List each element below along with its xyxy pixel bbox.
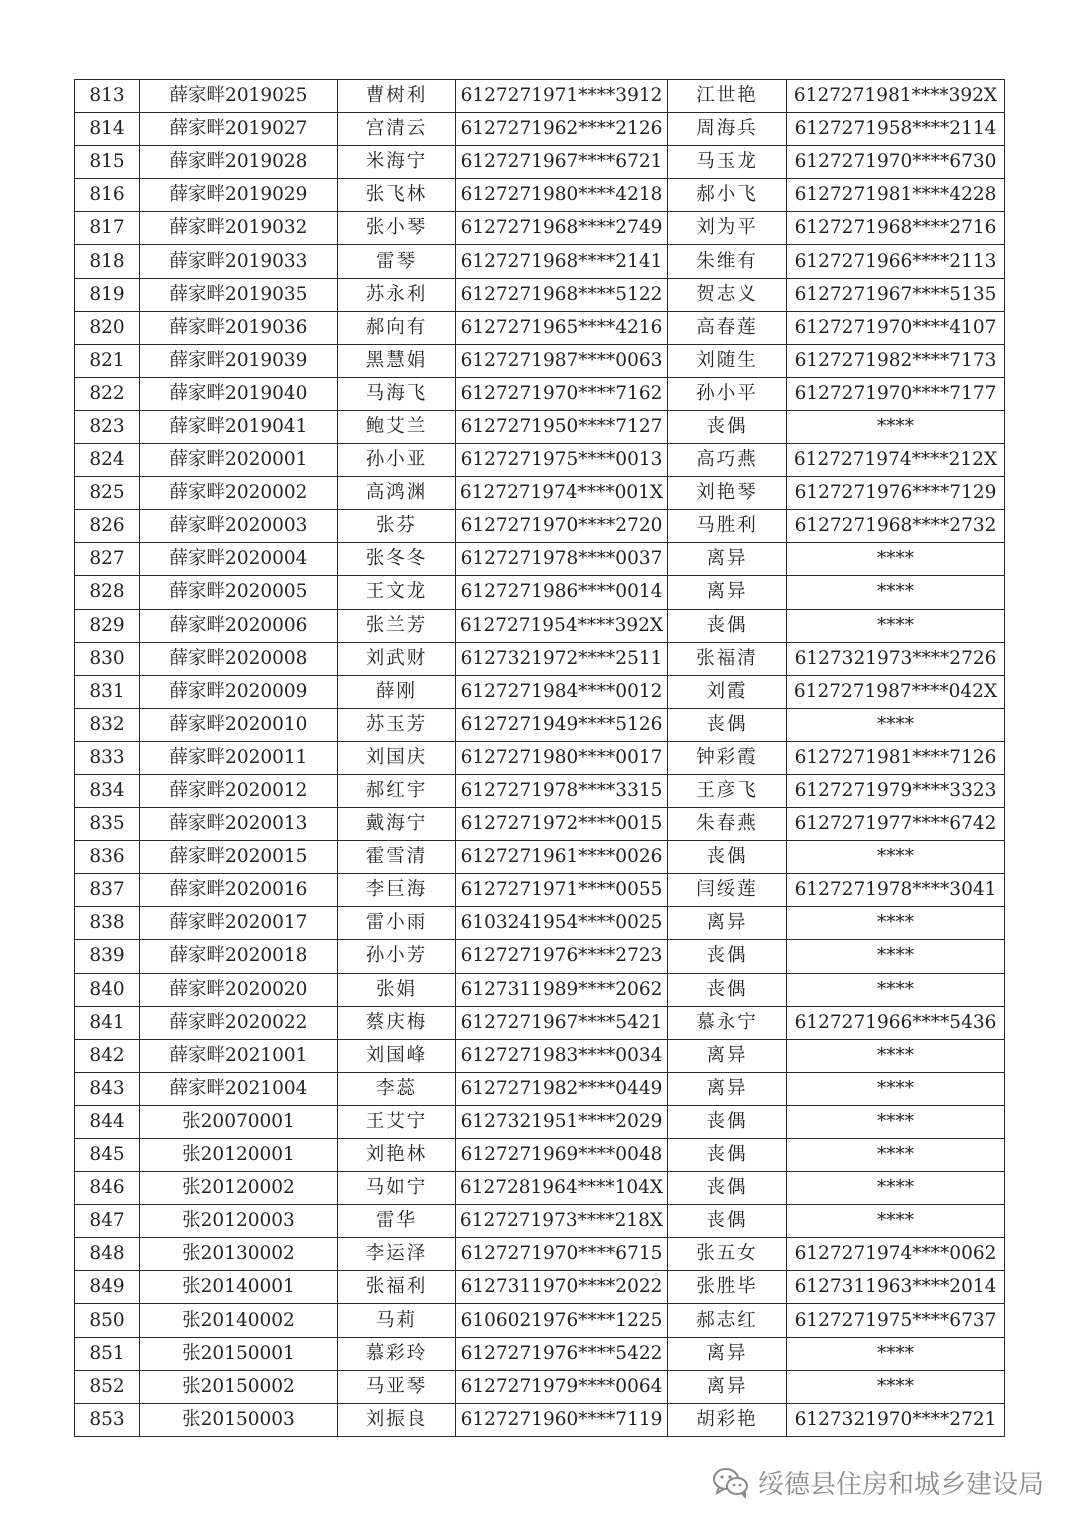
spouse-id-cell: ****: [787, 841, 1005, 874]
household-code-cell: 薛家畔2021004: [140, 1072, 338, 1105]
household-code-cell: 张20150003: [140, 1403, 338, 1436]
applicant-name-cell: 张飞林: [338, 179, 456, 212]
row-number-cell: 816: [75, 179, 140, 212]
applicant-id-cell: 6127271978****0037: [456, 543, 668, 576]
table-row: [75, 1370, 1005, 1403]
table-row: [75, 1337, 1005, 1370]
spouse-id-cell: ****: [787, 973, 1005, 1006]
spouse-name-cell: 离异: [668, 543, 787, 576]
spouse-id-cell: ****: [787, 576, 1005, 609]
table-row: [75, 410, 1005, 443]
spouse-id-cell: 6127271970****4107: [787, 311, 1005, 344]
row-number-cell: 833: [75, 741, 140, 774]
spouse-id-cell: 6127271981****392X: [787, 80, 1005, 113]
spouse-name-cell: 胡彩艳: [668, 1403, 787, 1436]
table-row: [75, 278, 1005, 311]
row-number-cell: 846: [75, 1172, 140, 1205]
applicant-id-cell: 6127271980****4218: [456, 179, 668, 212]
applicant-name-cell: 王艾宁: [338, 1105, 456, 1138]
household-code-cell: 薛家畔2020010: [140, 708, 338, 741]
applicant-name-cell: 刘武财: [338, 642, 456, 675]
row-number-cell: 817: [75, 212, 140, 245]
row-number-cell: 820: [75, 311, 140, 344]
applicant-name-cell: 米海宁: [338, 146, 456, 179]
row-number-cell: 850: [75, 1304, 140, 1337]
applicant-name-cell: 张娟: [338, 973, 456, 1006]
table-row: [75, 1105, 1005, 1138]
applicant-name-cell: 马如宁: [338, 1172, 456, 1205]
spouse-name-cell: 张胜毕: [668, 1271, 787, 1304]
applicant-name-cell: 郝向有: [338, 311, 456, 344]
applicant-name-cell: 曹树利: [338, 80, 456, 113]
spouse-name-cell: 丧偶: [668, 609, 787, 642]
row-number-cell: 822: [75, 377, 140, 410]
row-number-cell: 819: [75, 278, 140, 311]
row-number-cell: 831: [75, 675, 140, 708]
spouse-id-cell: ****: [787, 543, 1005, 576]
applicant-name-cell: 薛刚: [338, 675, 456, 708]
row-number-cell: 828: [75, 576, 140, 609]
household-code-cell: 薛家畔2020001: [140, 444, 338, 477]
spouse-name-cell: 丧偶: [668, 940, 787, 973]
row-number-cell: 849: [75, 1271, 140, 1304]
spouse-id-cell: ****: [787, 1039, 1005, 1072]
spouse-name-cell: 张福清: [668, 642, 787, 675]
household-code-cell: 薛家畔2020020: [140, 973, 338, 1006]
table-row: [75, 1271, 1005, 1304]
table-row: [75, 543, 1005, 576]
row-number-cell: 848: [75, 1238, 140, 1271]
applicant-id-cell: 6127271962****2126: [456, 113, 668, 146]
spouse-name-cell: 离异: [668, 907, 787, 940]
household-code-cell: 薛家畔2020002: [140, 477, 338, 510]
spouse-id-cell: ****: [787, 1205, 1005, 1238]
spouse-name-cell: 贺志义: [668, 278, 787, 311]
applicant-id-cell: 6127271961****0026: [456, 841, 668, 874]
household-code-cell: 薛家畔2020006: [140, 609, 338, 642]
table-row: [75, 1172, 1005, 1205]
spouse-name-cell: 丧偶: [668, 1139, 787, 1172]
spouse-name-cell: 周海兵: [668, 113, 787, 146]
household-code-cell: 薛家畔2019032: [140, 212, 338, 245]
table-row: [75, 1238, 1005, 1271]
applicant-name-cell: 张冬冬: [338, 543, 456, 576]
applicant-name-cell: 刘国庆: [338, 741, 456, 774]
household-code-cell: 薛家畔2019035: [140, 278, 338, 311]
row-number-cell: 827: [75, 543, 140, 576]
spouse-id-cell: 6127271966****5436: [787, 1006, 1005, 1039]
row-number-cell: 837: [75, 874, 140, 907]
applicant-id-cell: 6127311970****2022: [456, 1271, 668, 1304]
spouse-name-cell: 张五女: [668, 1238, 787, 1271]
spouse-id-cell: 6127271981****7126: [787, 741, 1005, 774]
spouse-id-cell: 6127271967****5135: [787, 278, 1005, 311]
applicant-id-cell: 6127271986****0014: [456, 576, 668, 609]
household-code-cell: 薛家畔2020015: [140, 841, 338, 874]
household-code-cell: 张20150002: [140, 1370, 338, 1403]
row-number-cell: 813: [75, 80, 140, 113]
row-number-cell: 844: [75, 1105, 140, 1138]
table-row: [75, 907, 1005, 940]
table-row: [75, 80, 1005, 113]
household-code-cell: 薛家畔2020005: [140, 576, 338, 609]
applicant-name-cell: 马亚琴: [338, 1370, 456, 1403]
spouse-id-cell: 6127271981****4228: [787, 179, 1005, 212]
applicant-id-cell: 6127271968****2749: [456, 212, 668, 245]
applicant-name-cell: 王文龙: [338, 576, 456, 609]
spouse-id-cell: ****: [787, 1370, 1005, 1403]
applicant-name-cell: 高鸿渊: [338, 477, 456, 510]
spouse-name-cell: 丧偶: [668, 841, 787, 874]
spouse-name-cell: 丧偶: [668, 410, 787, 443]
spouse-id-cell: ****: [787, 940, 1005, 973]
applicant-name-cell: 郝红宇: [338, 774, 456, 807]
row-number-cell: 841: [75, 1006, 140, 1039]
household-code-cell: 薛家畔2020016: [140, 874, 338, 907]
table-row: [75, 741, 1005, 774]
household-code-cell: 薛家畔2020004: [140, 543, 338, 576]
applicant-name-cell: 刘艳林: [338, 1139, 456, 1172]
spouse-name-cell: 离异: [668, 1072, 787, 1105]
table-row: [75, 146, 1005, 179]
household-code-cell: 薛家畔2019028: [140, 146, 338, 179]
row-number-cell: 835: [75, 808, 140, 841]
row-number-cell: 852: [75, 1370, 140, 1403]
spouse-id-cell: ****: [787, 410, 1005, 443]
spouse-name-cell: 郝小飞: [668, 179, 787, 212]
applicant-name-cell: 雷琴: [338, 245, 456, 278]
table-row: [75, 609, 1005, 642]
household-code-cell: 薛家畔2020017: [140, 907, 338, 940]
spouse-id-cell: ****: [787, 1139, 1005, 1172]
applicant-id-cell: 6127271960****7119: [456, 1403, 668, 1436]
applicant-name-cell: 宫清云: [338, 113, 456, 146]
applicant-id-cell: 6127321951****2029: [456, 1105, 668, 1138]
household-code-cell: 薛家畔2021001: [140, 1039, 338, 1072]
spouse-id-cell: ****: [787, 907, 1005, 940]
row-number-cell: 834: [75, 774, 140, 807]
row-number-cell: 830: [75, 642, 140, 675]
row-number-cell: 838: [75, 907, 140, 940]
applicant-id-cell: 6127271974****001X: [456, 477, 668, 510]
spouse-id-cell: ****: [787, 1105, 1005, 1138]
table-row: [75, 774, 1005, 807]
applicant-id-cell: 6106021976****1225: [456, 1304, 668, 1337]
table-row: [75, 212, 1005, 245]
spouse-name-cell: 离异: [668, 1370, 787, 1403]
table-row: [75, 510, 1005, 543]
table-row: [75, 675, 1005, 708]
applicant-name-cell: 雷小雨: [338, 907, 456, 940]
applicant-id-cell: 6127271976****2723: [456, 940, 668, 973]
applicant-id-cell: 6127271982****0449: [456, 1072, 668, 1105]
spouse-id-cell: 6127271974****212X: [787, 444, 1005, 477]
spouse-name-cell: 丧偶: [668, 973, 787, 1006]
applicant-id-cell: 6127271972****0015: [456, 808, 668, 841]
row-number-cell: 829: [75, 609, 140, 642]
applicant-name-cell: 李蕊: [338, 1072, 456, 1105]
applicant-id-cell: 6127271970****6715: [456, 1238, 668, 1271]
table-row: [75, 874, 1005, 907]
applicant-id-cell: 6127271949****5126: [456, 708, 668, 741]
household-code-cell: 薛家畔2020009: [140, 675, 338, 708]
table-row: [75, 311, 1005, 344]
row-number-cell: 847: [75, 1205, 140, 1238]
row-number-cell: 840: [75, 973, 140, 1006]
spouse-name-cell: 刘霞: [668, 675, 787, 708]
household-code-cell: 张20120003: [140, 1205, 338, 1238]
spouse-name-cell: 刘随生: [668, 344, 787, 377]
applicant-name-cell: 李运泽: [338, 1238, 456, 1271]
table-row: [75, 708, 1005, 741]
applicant-id-cell: 6127271954****392X: [456, 609, 668, 642]
spouse-id-cell: 6127271987****042X: [787, 675, 1005, 708]
spouse-name-cell: 丧偶: [668, 1105, 787, 1138]
spouse-id-cell: ****: [787, 708, 1005, 741]
household-code-cell: 薛家畔2019029: [140, 179, 338, 212]
applicant-name-cell: 霍雪清: [338, 841, 456, 874]
household-code-cell: 薛家畔2019039: [140, 344, 338, 377]
applicant-id-cell: 6127271987****0063: [456, 344, 668, 377]
spouse-name-cell: 朱春燕: [668, 808, 787, 841]
applicant-id-cell: 6127271978****3315: [456, 774, 668, 807]
table-body: [75, 80, 1005, 1437]
applicant-id-cell: 6127271968****5122: [456, 278, 668, 311]
household-table: [74, 79, 1005, 1437]
spouse-name-cell: 王彦飞: [668, 774, 787, 807]
spouse-id-cell: 6127311963****2014: [787, 1271, 1005, 1304]
applicant-name-cell: 雷华: [338, 1205, 456, 1238]
row-number-cell: 839: [75, 940, 140, 973]
spouse-name-cell: 朱维有: [668, 245, 787, 278]
spouse-name-cell: 江世艳: [668, 80, 787, 113]
applicant-id-cell: 6127271968****2141: [456, 245, 668, 278]
applicant-name-cell: 黑慧娟: [338, 344, 456, 377]
row-number-cell: 836: [75, 841, 140, 874]
applicant-name-cell: 马海飞: [338, 377, 456, 410]
household-code-cell: 薛家畔2019041: [140, 410, 338, 443]
applicant-name-cell: 孙小芳: [338, 940, 456, 973]
table-row: [75, 1139, 1005, 1172]
spouse-name-cell: 丧偶: [668, 708, 787, 741]
applicant-id-cell: 6127271971****0055: [456, 874, 668, 907]
household-code-cell: 薛家畔2019040: [140, 377, 338, 410]
applicant-name-cell: 张福利: [338, 1271, 456, 1304]
spouse-id-cell: ****: [787, 1072, 1005, 1105]
applicant-id-cell: 6127271965****4216: [456, 311, 668, 344]
applicant-id-cell: 6103241954****0025: [456, 907, 668, 940]
table-row: [75, 377, 1005, 410]
spouse-id-cell: 6127271958****2114: [787, 113, 1005, 146]
table-row: [75, 1205, 1005, 1238]
row-number-cell: 823: [75, 410, 140, 443]
applicant-id-cell: 6127321972****2511: [456, 642, 668, 675]
spouse-name-cell: 丧偶: [668, 1205, 787, 1238]
applicant-id-cell: 6127271979****0064: [456, 1370, 668, 1403]
spouse-id-cell: ****: [787, 1337, 1005, 1370]
spouse-name-cell: 高巧燕: [668, 444, 787, 477]
spouse-name-cell: 慕永宁: [668, 1006, 787, 1039]
applicant-name-cell: 苏永利: [338, 278, 456, 311]
applicant-id-cell: 6127271969****0048: [456, 1139, 668, 1172]
spouse-name-cell: 马玉龙: [668, 146, 787, 179]
wechat-icon: [712, 1466, 750, 1498]
row-number-cell: 824: [75, 444, 140, 477]
spouse-id-cell: ****: [787, 1172, 1005, 1205]
household-code-cell: 张20140001: [140, 1271, 338, 1304]
spouse-id-cell: 6127271966****2113: [787, 245, 1005, 278]
spouse-name-cell: 马胜利: [668, 510, 787, 543]
household-code-cell: 薛家畔2020011: [140, 741, 338, 774]
table-row: [75, 642, 1005, 675]
applicant-name-cell: 苏玉芳: [338, 708, 456, 741]
table-row: [75, 444, 1005, 477]
household-code-cell: 张20070001: [140, 1105, 338, 1138]
watermark-text: 绥德县住房和城乡建设局: [757, 1469, 1044, 1500]
applicant-id-cell: 6127271971****3912: [456, 80, 668, 113]
applicant-name-cell: 蔡庆梅: [338, 1006, 456, 1039]
table-row: [75, 344, 1005, 377]
table-row: [75, 841, 1005, 874]
table-row: [75, 1039, 1005, 1072]
row-number-cell: 825: [75, 477, 140, 510]
spouse-name-cell: 郝志红: [668, 1304, 787, 1337]
spouse-name-cell: 丧偶: [668, 1172, 787, 1205]
table-row: [75, 1304, 1005, 1337]
table-row: [75, 1006, 1005, 1039]
applicant-id-cell: 6127271970****7162: [456, 377, 668, 410]
applicant-id-cell: 6127271976****5422: [456, 1337, 668, 1370]
table-row: [75, 1072, 1005, 1105]
spouse-id-cell: 6127271976****7129: [787, 477, 1005, 510]
spouse-id-cell: 6127271968****2716: [787, 212, 1005, 245]
applicant-id-cell: 6127271967****5421: [456, 1006, 668, 1039]
row-number-cell: 845: [75, 1139, 140, 1172]
household-code-cell: 薛家畔2020018: [140, 940, 338, 973]
table-row: [75, 940, 1005, 973]
table-row: [75, 576, 1005, 609]
table-row: [75, 808, 1005, 841]
row-number-cell: 851: [75, 1337, 140, 1370]
household-code-cell: 薛家畔2019027: [140, 113, 338, 146]
spouse-id-cell: 6127271982****7173: [787, 344, 1005, 377]
row-number-cell: 814: [75, 113, 140, 146]
spouse-id-cell: 6127271977****6742: [787, 808, 1005, 841]
household-code-cell: 薛家畔2020008: [140, 642, 338, 675]
applicant-id-cell: 6127271950****7127: [456, 410, 668, 443]
row-number-cell: 843: [75, 1072, 140, 1105]
applicant-name-cell: 戴海宁: [338, 808, 456, 841]
table-row: [75, 245, 1005, 278]
row-number-cell: 842: [75, 1039, 140, 1072]
row-number-cell: 826: [75, 510, 140, 543]
applicant-id-cell: 6127271980****0017: [456, 741, 668, 774]
applicant-name-cell: 刘振良: [338, 1403, 456, 1436]
applicant-name-cell: 马莉: [338, 1304, 456, 1337]
applicant-id-cell: 6127281964****104X: [456, 1172, 668, 1205]
applicant-name-cell: 鲍艾兰: [338, 410, 456, 443]
row-number-cell: 815: [75, 146, 140, 179]
table-row: [75, 1403, 1005, 1436]
household-code-cell: 张20150001: [140, 1337, 338, 1370]
watermark: [712, 1462, 1044, 1502]
spouse-id-cell: 6127321973****2726: [787, 642, 1005, 675]
applicant-id-cell: 6127271970****2720: [456, 510, 668, 543]
applicant-name-cell: 孙小亚: [338, 444, 456, 477]
spouse-name-cell: 离异: [668, 576, 787, 609]
spouse-id-cell: 6127321970****2721: [787, 1403, 1005, 1436]
spouse-id-cell: 6127271970****7177: [787, 377, 1005, 410]
applicant-name-cell: 李巨海: [338, 874, 456, 907]
spouse-id-cell: ****: [787, 609, 1005, 642]
table-row: [75, 179, 1005, 212]
household-code-cell: 薛家畔2019036: [140, 311, 338, 344]
applicant-id-cell: 6127271967****6721: [456, 146, 668, 179]
household-code-cell: 薛家畔2019025: [140, 80, 338, 113]
spouse-name-cell: 高春莲: [668, 311, 787, 344]
applicant-id-cell: 6127271975****0013: [456, 444, 668, 477]
applicant-name-cell: 刘国峰: [338, 1039, 456, 1072]
household-code-cell: 薛家畔2020022: [140, 1006, 338, 1039]
spouse-name-cell: 离异: [668, 1337, 787, 1370]
applicant-id-cell: 6127271983****0034: [456, 1039, 668, 1072]
spouse-name-cell: 孙小平: [668, 377, 787, 410]
applicant-id-cell: 6127271984****0012: [456, 675, 668, 708]
row-number-cell: 821: [75, 344, 140, 377]
spouse-name-cell: 刘为平: [668, 212, 787, 245]
spouse-name-cell: 离异: [668, 1039, 787, 1072]
spouse-name-cell: 刘艳琴: [668, 477, 787, 510]
applicant-name-cell: 张兰芳: [338, 609, 456, 642]
household-code-cell: 张20120001: [140, 1139, 338, 1172]
household-code-cell: 张20140002: [140, 1304, 338, 1337]
spouse-id-cell: 6127271979****3323: [787, 774, 1005, 807]
household-code-cell: 薛家畔2020012: [140, 774, 338, 807]
applicant-name-cell: 慕彩玲: [338, 1337, 456, 1370]
household-code-cell: 薛家畔2019033: [140, 245, 338, 278]
spouse-id-cell: 6127271975****6737: [787, 1304, 1005, 1337]
row-number-cell: 853: [75, 1403, 140, 1436]
row-number-cell: 832: [75, 708, 140, 741]
spouse-id-cell: 6127271978****3041: [787, 874, 1005, 907]
applicant-id-cell: 6127271973****218X: [456, 1205, 668, 1238]
spouse-id-cell: 6127271970****6730: [787, 146, 1005, 179]
spouse-name-cell: 钟彩霞: [668, 741, 787, 774]
table-row: [75, 113, 1005, 146]
table-row: [75, 973, 1005, 1006]
spouse-id-cell: 6127271968****2732: [787, 510, 1005, 543]
household-code-cell: 薛家畔2020013: [140, 808, 338, 841]
row-number-cell: 818: [75, 245, 140, 278]
household-code-cell: 薛家畔2020003: [140, 510, 338, 543]
applicant-id-cell: 6127311989****2062: [456, 973, 668, 1006]
applicant-name-cell: 张芬: [338, 510, 456, 543]
spouse-id-cell: 6127271974****0062: [787, 1238, 1005, 1271]
spouse-name-cell: 闫绥莲: [668, 874, 787, 907]
household-code-cell: 张20120002: [140, 1172, 338, 1205]
table-row: [75, 477, 1005, 510]
household-code-cell: 张20130002: [140, 1238, 338, 1271]
applicant-name-cell: 张小琴: [338, 212, 456, 245]
